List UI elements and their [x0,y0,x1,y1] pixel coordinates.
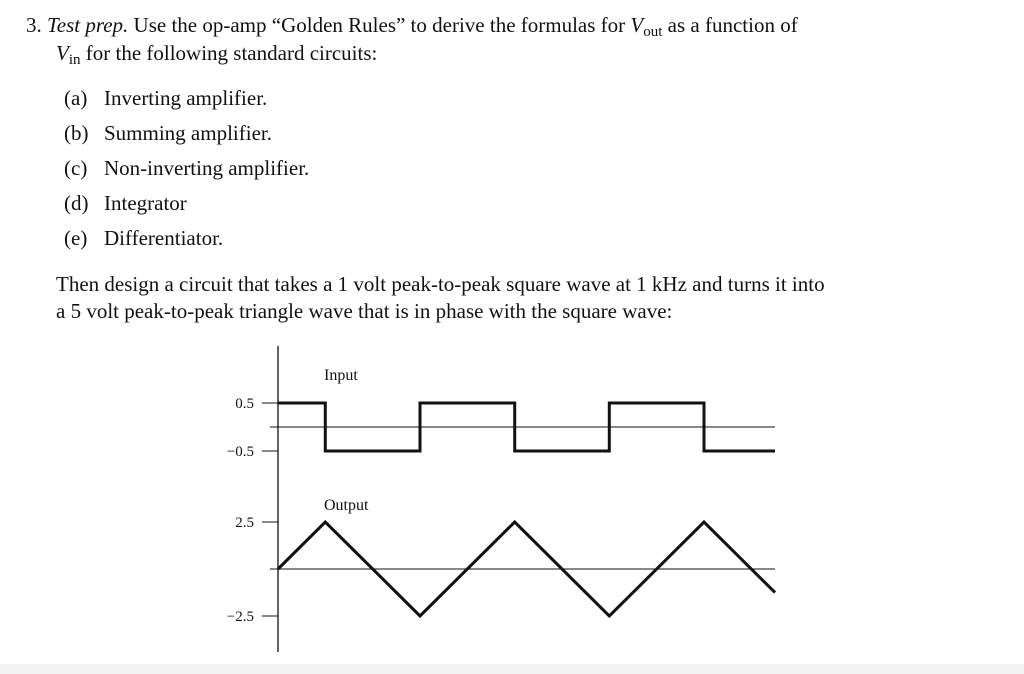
list-item: (e) Differentiator. [64,226,224,250]
plot-title: Output [324,497,369,514]
plot-title: Input [324,367,358,384]
waveform-figure [200,338,800,658]
design-text-line-1: Then design a circuit that takes a 1 volt peak-to-peak square wave at 1 kHz and turns it into [56,272,825,296]
problem-statement-line-2 [56,39,377,67]
problem-intro-a: Use the op-amp “Golden Rules” to derive the formulas for [133,13,626,37]
list-item: (d) Integrator [64,191,187,215]
y-tick-label: 2.5 [235,515,254,531]
problem-number: 3. [26,13,42,37]
problem-title: Test prep. [47,13,129,37]
y-tick-label: −0.5 [226,444,254,460]
problem-statement-line-1 [26,11,798,39]
output-plot [227,497,775,625]
vout-symbol: $V_{out}$ [630,13,663,40]
y-tick-label: −2.5 [226,609,254,625]
problem-intro-c: for the following standard circuits: [85,41,378,65]
bottom-band [0,664,1024,674]
input-plot [227,367,775,460]
list-item: (c) Non-inverting amplifier. [64,156,310,180]
design-text-line-2: a 5 volt peak-to-peak triangle wave that is in phase with the square wave: [56,299,673,323]
vin-symbol: $V_{in}$ [56,41,81,68]
problem-intro-b: as a function of [667,13,798,37]
y-tick-label: 0.5 [235,396,254,412]
list-item: (b) Summing amplifier. [64,121,272,145]
list-item: (a) Inverting amplifier. [64,86,268,110]
